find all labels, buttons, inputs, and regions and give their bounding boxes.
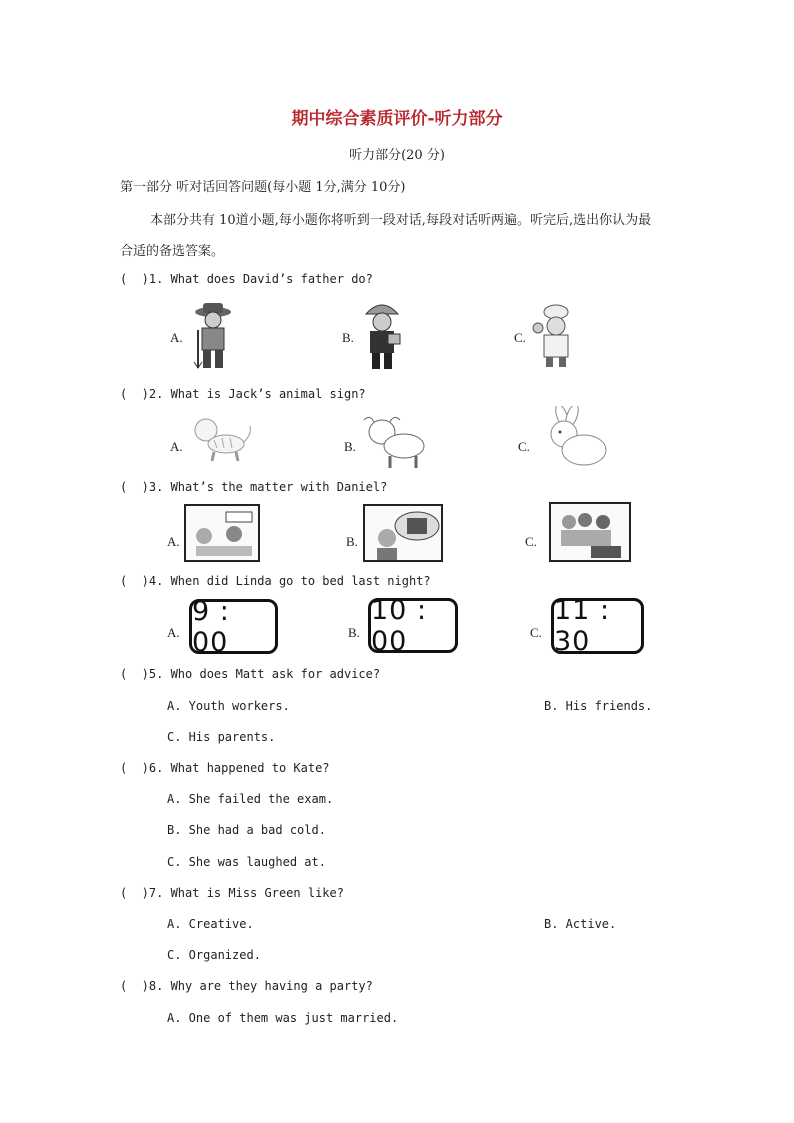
question-5: ( )5. Who does Matt ask for advice? <box>120 667 381 681</box>
q1-option-a[interactable]: A. <box>170 330 183 345</box>
ox-icon <box>360 412 426 470</box>
page-title: 期中综合素质评价-听力部分 <box>291 109 503 129</box>
question-7: ( )7. What is Miss Green like? <box>120 886 344 900</box>
question-6: ( )6. What happened to Kate? <box>120 761 330 775</box>
worker-icon <box>360 298 404 370</box>
q5-option-a[interactable]: A. Youth workers. <box>167 699 290 713</box>
q4-option-a[interactable]: A. <box>167 625 180 640</box>
clock-a: 9 : 00 <box>189 599 278 654</box>
question-8: ( )8. Why are they having a party? <box>120 979 373 993</box>
farmer-icon <box>192 300 234 370</box>
q5-option-c[interactable]: C. His parents. <box>167 730 276 744</box>
group-scene-icon <box>549 502 631 562</box>
q3-option-c[interactable]: C. <box>525 534 537 549</box>
clock-c: 11 : 30 <box>551 598 644 654</box>
question-3: ( )3. What’s the matter with Daniel? <box>120 480 388 494</box>
tiger-icon <box>192 416 254 462</box>
stressed-boy-icon <box>363 504 443 562</box>
q2-option-c[interactable]: C. <box>518 439 530 454</box>
page-subtitle: 听力部分(20 分) <box>349 148 445 163</box>
q7-option-b[interactable]: B. Active. <box>544 917 617 931</box>
q5-option-b[interactable]: B. His friends. <box>544 699 653 713</box>
q3-option-a[interactable]: A. <box>167 534 180 549</box>
rabbit-icon <box>538 406 608 468</box>
q6-option-c[interactable]: C. She was laughed at. <box>167 855 326 869</box>
q2-option-a[interactable]: A. <box>170 439 183 454</box>
section-intro: 本部分共有 10道小题,每小题你将听到一段对话,每段对话听两遍。听完后,选出你认为最合适的备选答案。 <box>120 213 652 259</box>
q7-option-a[interactable]: A. Creative. <box>167 917 254 931</box>
section-heading: 第一部分 听对话回答问题(每小题 1分,满分 10分) <box>120 180 406 195</box>
q1-option-b[interactable]: B. <box>342 330 354 345</box>
q4-option-b[interactable]: B. <box>348 625 360 640</box>
q2-option-b[interactable]: B. <box>344 439 356 454</box>
q1-option-c[interactable]: C. <box>514 330 526 345</box>
q7-option-c[interactable]: C. Organized. <box>167 948 261 962</box>
q4-option-c[interactable]: C. <box>530 625 542 640</box>
question-2: ( )2. What is Jack’s animal sign? <box>120 387 366 401</box>
q3-option-b[interactable]: B. <box>346 534 358 549</box>
q8-option-a[interactable]: A. One of them was just married. <box>167 1011 399 1025</box>
study-scene-icon <box>184 504 260 562</box>
q6-option-a[interactable]: A. She failed the exam. <box>167 792 334 806</box>
question-4: ( )4. When did Linda go to bed last night? <box>120 574 431 588</box>
clock-b: 10 : 00 <box>368 598 458 653</box>
q6-option-b[interactable]: B. She had a bad cold. <box>167 823 326 837</box>
question-1: ( )1. What does David’s father do? <box>120 272 373 286</box>
chef-icon <box>532 304 576 368</box>
